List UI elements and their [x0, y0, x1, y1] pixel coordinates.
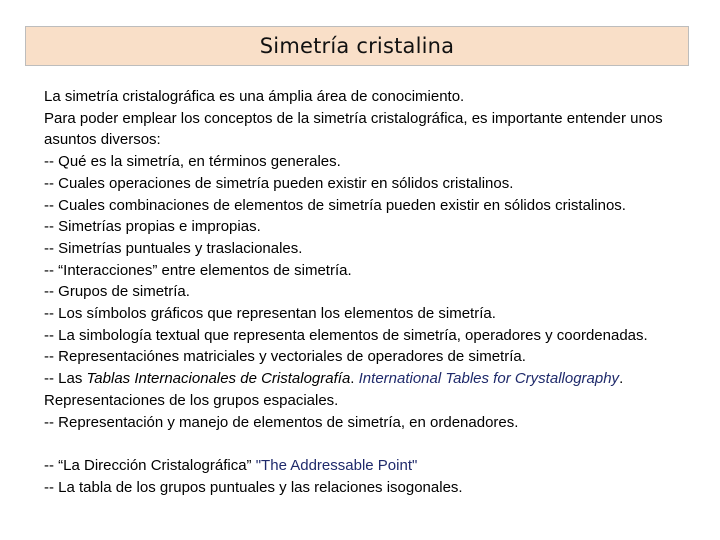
list-item: -- Cuales combinaciones de elementos de simetría pueden existir en sólidos cristalinos. — [44, 196, 626, 214]
tables-italic-title: Tablas Internacionales de Cristalografía — [86, 370, 351, 388]
tables-end: . — [619, 370, 624, 388]
list-item: -- Simetrías puntuales y traslacionales. — [44, 239, 303, 257]
direccion-item — [44, 455, 694, 477]
tables-prefix: -- Las — [44, 370, 87, 388]
intro-text: La simetría cristalográfica es una ámplia área de conocimiento. — [44, 88, 465, 105]
spacer — [44, 433, 694, 455]
international-tables-link[interactable]: International Tables for Crystallography — [358, 370, 620, 388]
list-item: -- Representaciónes matriciales y vectoriales de operadores de simetría. — [44, 348, 526, 366]
tables-dot: . — [350, 370, 359, 388]
list-item: -- La tabla de los grupos puntuales y las relaciones isogonales. — [44, 478, 463, 496]
list-item: -- Cuales operaciones de simetría pueden existir en sólidos cristalinos. — [44, 174, 514, 192]
list-item: -- Qué es la simetría, en términos generales. — [44, 153, 341, 171]
list-item: Representaciones de los grupos espaciales. — [44, 391, 339, 409]
list-item: -- La simbología textual que representa elementos de simetría, operadores y coordenadas. — [44, 326, 648, 344]
intro-text-2: Para poder emplear los conceptos de la simetría cristalográfica, es importante entender unos asuntos diversos: — [44, 109, 663, 149]
list-item: -- Representación y manejo de elementos de simetría, en ordenadores. — [44, 413, 519, 431]
addressable-point-link[interactable]: "The Addressable Point" — [255, 456, 418, 474]
list-item: -- “Interacciones” entre elementos de simetría. — [44, 261, 352, 279]
direccion-prefix: -- “La Dirección Cristalográfica” — [44, 456, 256, 474]
tables-item — [44, 368, 694, 390]
page-title: Simetría cristalina — [259, 34, 455, 58]
body-content — [44, 86, 694, 498]
list-item: -- Simetrías propias e impropias. — [44, 218, 261, 236]
title-bar — [25, 26, 689, 66]
list-item: -- Los símbolos gráficos que representan los elementos de simetría. — [44, 305, 496, 323]
list-item: -- Grupos de simetría. — [44, 283, 190, 301]
